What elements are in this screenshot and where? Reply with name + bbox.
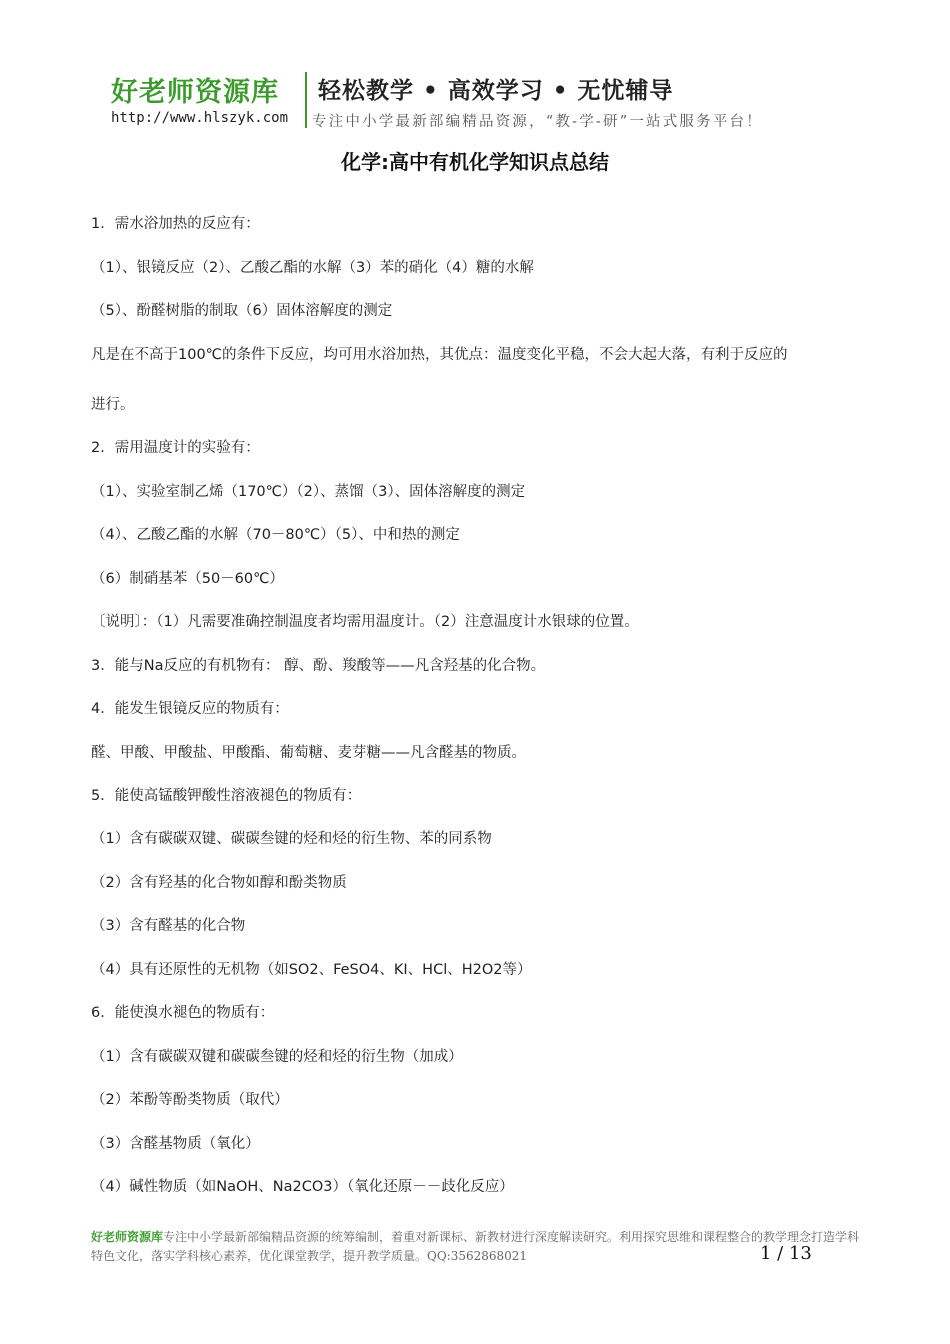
text-line: （3）含醛基物质（氧化） [91,1136,260,1152]
text-line: 4．能发生银镜反应的物质有： [91,701,289,717]
footer-brand: 好老师资源库 [91,1230,164,1244]
text-line: （1）、实验室制乙烯（170℃）（2）、蒸馏（3）、固体溶解度的测定 [91,484,526,500]
header-tagline: 专注中小学最新部编精品资源，“教-学-研”一站式服务平台！ [312,114,763,130]
text-line: （5）、酚醛树脂的制取（6）固体溶解度的测定 [91,303,393,319]
text-line: 2．需用温度计的实验有： [91,440,260,456]
text-line: （6）制硝基苯（50－60℃） [91,571,284,587]
text-line: （2）苯酚等酚类物质（取代） [91,1092,289,1108]
page-number: 1 / 13 [760,1243,812,1264]
site-logo: 好老师资源库 [111,77,279,108]
text-line: 6．能使溴水褪色的物质有： [91,1005,275,1021]
text-line: （1）含有碳碳双键和碳碳叁键的烃和烃的衍生物（加成） [91,1049,463,1065]
text-line: （4）具有还原性的无机物（如SO2、FeSO4、KI、HCl、H2O2等） [91,962,532,978]
header-banner [111,70,851,132]
text-line: （1）、银镜反应（2）、乙酸乙酯的水解（3）苯的硝化（4）糖的水解 [91,260,534,276]
text-line: 〔说明〕：（1）凡需要准确控制温度者均需用温度计。（2）注意温度计水银球的位置。 [91,614,639,630]
text-line: 醛、甲酸、甲酸盐、甲酸酯、葡萄糖、麦芽糖——凡含醛基的物质。 [91,745,526,761]
site-url[interactable]: http://www.hlszyk.com [111,110,289,126]
text-line: 进行。 [91,397,135,413]
text-line: 3．能与Na反应的有机物有： 醇、酚、羧酸等——凡含羟基的化合物。 [91,658,546,674]
text-line: 凡是在不高于100℃的条件下反应，均可用水浴加热，其优点：温度变化平稳，不会大起大落，有利于反应的 [91,347,788,363]
page-title: 化学:高中有机化学知识点总结 [341,150,609,174]
text-line: 1．需水浴加热的反应有： [91,216,260,232]
header-divider [305,72,307,128]
text-line: （1）含有碳碳双键、碳碳叁键的烃和烃的衍生物、苯的同系物 [91,831,492,847]
header-slogan: 轻松教学 • 高效学习 • 无忧辅导 [318,78,674,104]
text-line: （4）、乙酸乙酯的水解（70－80℃）（5）、中和热的测定 [91,527,460,543]
text-line: （4）碱性物质（如NaOH、Na2CO3）（氧化还原－－歧化反应） [91,1179,514,1195]
text-line: 5．能使高锰酸钾酸性溶液褪色的物质有： [91,788,362,804]
page-footer [91,1228,861,1266]
text-line: （3）含有醛基的化合物 [91,918,246,934]
text-line: （2）含有羟基的化合物如醇和酚类物质 [91,875,347,891]
footer-text: 专注中小学最新部编精品资源的统筹编制，着重对新课标、新教材进行深度解读研究。利用探究思维和课程整合的教学理念打造学科特色文化，落实学科核心素养，优化课堂教学，提升教学质量。QQ:3562868021 [91,1230,860,1263]
